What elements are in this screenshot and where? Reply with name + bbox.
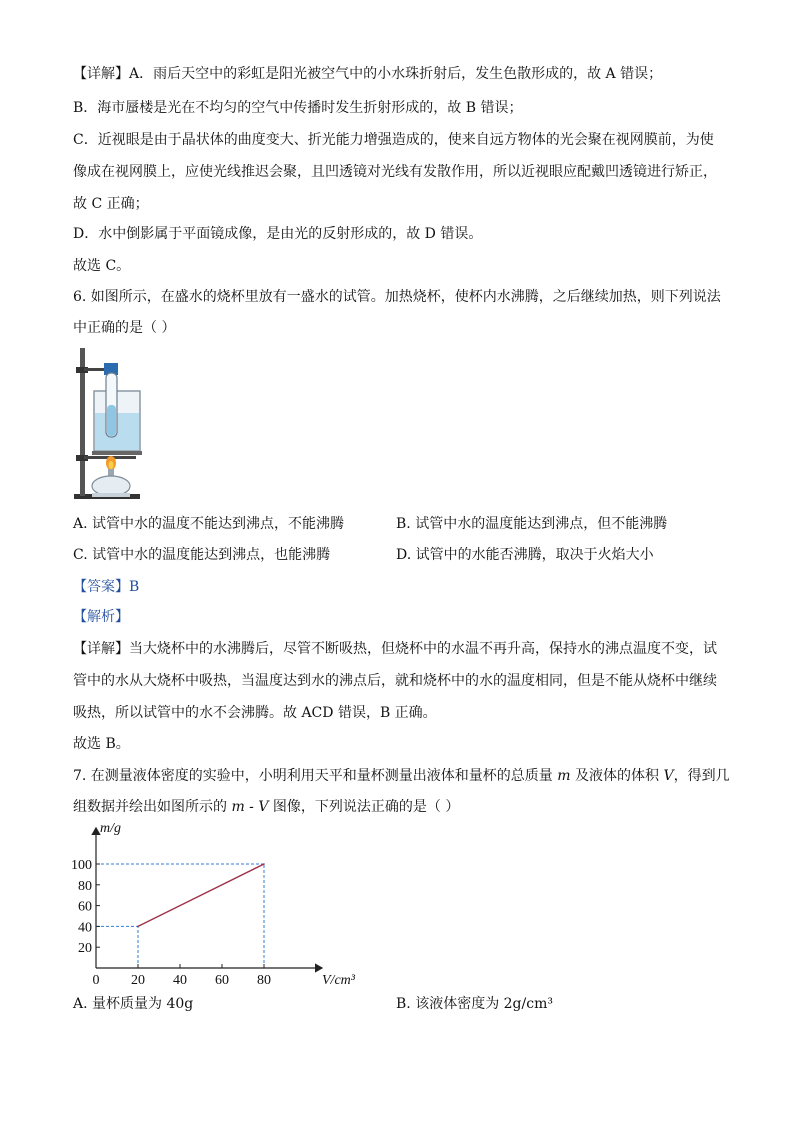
- x-tick-label-80: 80: [257, 973, 271, 988]
- flame-core: [109, 461, 114, 469]
- q6-conclusion: 故选 B。: [73, 736, 130, 752]
- y-tick-label-100: 100: [71, 858, 92, 873]
- test-tube-water: [107, 405, 116, 436]
- q6-detail-line-2: 管中的水从大烧杯中吸热，当温度达到水的沸点后，就和烧杯中的水的温度相同，但是不能从烧杯中继续: [73, 673, 717, 689]
- q7-stem-1a: 7. 在测量液体密度的实验中，小明利用天平和量杯测量出液体和量杯的总质量: [73, 768, 558, 784]
- explain5-line-2: B．海市蜃楼是光在不均匀的空气中传播时发生折射形成的，故 B 错误；: [73, 100, 523, 116]
- q7-stem-line-1: [73, 766, 730, 786]
- explain5-line-1: 【详解】A．雨后天空中的彩虹是阳光被空气中的小水珠折射后，发生色散形成的，故 A 错误；: [73, 66, 663, 82]
- y-tick-label-40: 40: [78, 920, 92, 936]
- explain5-line-3: C．近视眼是由于晶状体的曲度变大、折光能力增强造成的，使来自远方物体的光会聚在视网膜前，为使: [73, 132, 714, 148]
- x-tick-label-0: 0: [92, 973, 100, 988]
- explain5-line-4: 像成在视网膜上，应使光线推迟会聚，且凹透镜对光线有发散作用，所以近视眼应配戴凹透镜进行矫正，: [73, 164, 717, 180]
- explain5-conclusion: 故选 C。: [73, 258, 131, 274]
- boiling-apparatus-figure: [70, 343, 145, 505]
- q6-option-b: B. 试管中水的温度能达到沸点，但不能沸腾: [396, 516, 668, 532]
- y-tick-label-80: 80: [78, 878, 92, 894]
- q6-stem-line-1: 6. 如图所示，在盛水的烧杯里放有一盛水的试管。加热烧杯，使杯内水沸腾，之后继续加热，则下列说法: [73, 289, 721, 305]
- q6-answer: 【答案】B: [73, 579, 140, 595]
- y-tick-label-60: 60: [78, 899, 92, 915]
- x-tick-label-40: 40: [173, 973, 187, 988]
- q6-option-a: A. 试管中水的温度不能达到沸点，不能沸腾: [73, 516, 345, 532]
- x-axis-label: V/cm³: [322, 973, 355, 988]
- q7-m-v-label: m - V: [231, 799, 269, 815]
- explain5-line-6: D．水中倒影属于平面镜成像，是由光的反射形成的，故 D 错误。: [73, 226, 483, 242]
- series-line-0: [138, 864, 264, 926]
- q6-option-c: C. 试管中水的温度能达到沸点，也能沸腾: [73, 547, 331, 563]
- q7-var-m: m: [557, 768, 571, 784]
- q7-option-b: B. 该液体密度为 2g/cm³: [396, 996, 553, 1012]
- q7-stem-1b: 及液体的体积: [570, 768, 664, 784]
- q7-stem-1c: ，得到几: [673, 768, 730, 784]
- m-v-chart: [60, 818, 380, 990]
- q6-stem-line-2: 中正确的是（ ）: [73, 320, 176, 336]
- x-tick-label-60: 60: [215, 973, 229, 988]
- q6-analysis-heading: 【解析】: [73, 609, 129, 625]
- wire-gauze: [92, 451, 142, 455]
- explain5-line-5: 故 C 正确；: [73, 196, 149, 212]
- q7-option-a: A. 量杯质量为 40g: [73, 996, 194, 1012]
- q7-stem-2b: 图像，下列说法正确的是（ ）: [268, 799, 460, 815]
- q7-var-v: V: [663, 768, 674, 784]
- q6-detail-line-1: 【详解】当大烧杯中的水沸腾后，尽管不断吸热，但烧杯中的水温不再升高，保持水的沸点温度不变，试: [73, 641, 717, 657]
- x-tick-label-20: 20: [131, 973, 145, 988]
- y-tick-label-20: 20: [78, 941, 92, 957]
- alcohol-lamp-bottom: [92, 493, 130, 497]
- q7-stem-line-2: [73, 797, 459, 817]
- q7-stem-2a: 组数据并绘出如图所示的: [73, 799, 232, 815]
- q6-option-d: D. 试管中的水能否沸腾，取决于火焰大小: [396, 547, 654, 563]
- series-point-0-0: [137, 926, 139, 928]
- q6-detail-line-3: 吸热，所以试管中的水不会沸腾。故 ACD 错误，B 正确。: [73, 705, 437, 721]
- series-point-0-1: [263, 863, 265, 865]
- y-axis-label: m/g: [100, 821, 121, 836]
